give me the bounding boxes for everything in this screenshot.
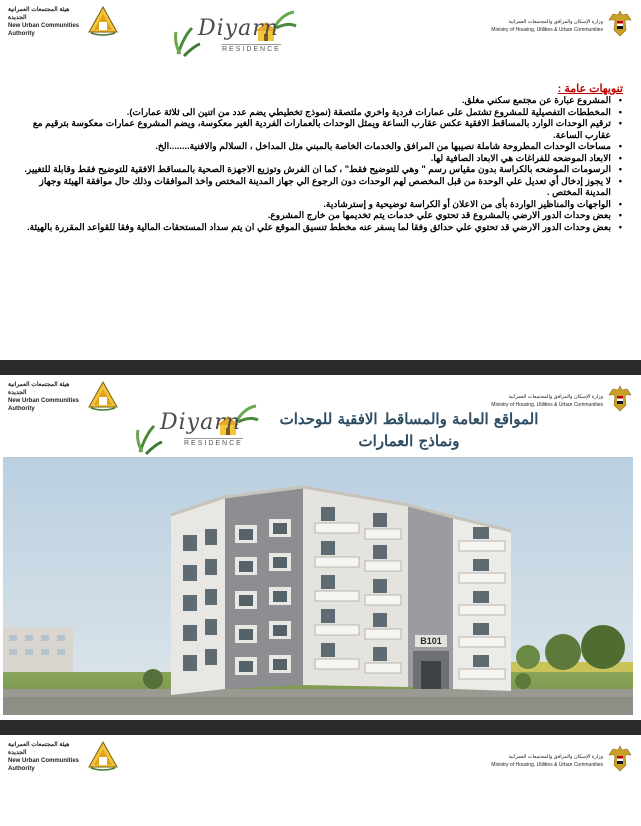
note-item: • المخططات التفصيلية للمشروع تشتمل على عمارات فردية واخري ملتصقة (نموذج تخطيطي يضم عدد من اتنين الى ثلاثة عمارات). <box>23 107 623 119</box>
ministry-text <box>491 753 603 769</box>
page-3 <box>0 735 641 826</box>
building-rendering <box>3 457 633 715</box>
page-1 <box>0 0 641 360</box>
title-line-2: ونماذج العمارات <box>358 432 460 450</box>
nuca-header <box>8 6 118 44</box>
ministry-en: Ministry of Housing, Utilities & Urban Communities <box>491 762 603 768</box>
authority-ar: هيئة المجتمعات العمرانية الجديدة <box>8 742 70 756</box>
page-2 <box>0 375 641 720</box>
note-item: • بعض وحدات الدور الارضي قد تحتوي علي حدائق وفقا لما يسفر عنه مخطط تنسيق الموقع علي ان يتم سداد المستحقات المالية وفقا للقواعد المقررة بالهيئة. <box>23 222 623 234</box>
ministry-ar: وزارة الإسكان والمرافق والمجتمعات العمرانية <box>508 394 603 400</box>
authority-en-2: Authority <box>8 31 35 37</box>
authority-text <box>8 741 82 773</box>
building-rendering-image <box>3 457 633 715</box>
nuca-logo-icon <box>88 6 118 36</box>
nuca-header <box>8 381 118 419</box>
note-item: • مساحات الوحدات المطروحة شاملة نصيبها من المرافق والخدمات الخاصة بالمبني مثل المداخل ، السلالم والافنية........الخ. <box>23 141 623 153</box>
note-item: • المشروع عبارة عن مجتمع سكني مغلق. <box>23 95 623 107</box>
note-item: • الواجهات والمناظير الواردة بأى من الاعلان أو الكراسة توضيحية و إسترشادية. <box>23 199 623 211</box>
ministry-ar: وزارة الإسكان والمرافق والمجتمعات العمرانية <box>508 754 603 760</box>
note-item: • بعض وحدات الدور الارضي بالمشروع قد تحتوي علي خدمات يتم تخديمها من خارج المشروع. <box>23 210 623 222</box>
logo-word: Diyarn <box>198 16 279 41</box>
note-item: • الرسومات الموضحه بالكراسة بدون مقياس رسم " وهي للتوضيح فقط" ، كما ان الفرش وتوزيع الاجهزة الصحية بالمساقط الافقية للتوضيح فقط وقابلة للتغيير. <box>23 164 623 176</box>
diyarn-logo <box>132 400 262 460</box>
ministry-text <box>491 18 603 34</box>
authority-ar: هيئة المجتمعات العمرانية الجديدة <box>8 382 70 396</box>
authority-en-2: Authority <box>8 406 35 412</box>
authority-en-1: New Urban Communities <box>8 758 80 764</box>
logo-sub: RESIDENCE <box>184 440 243 447</box>
ministry-header <box>483 8 633 40</box>
title-line-1: المواقع العامة والمساقط الافقية للوحدات <box>279 410 539 428</box>
note-item: • الابعاد الموضحه للفراغات هي الابعاد الصافية لها. <box>23 153 623 165</box>
logo-word: Diyarn <box>160 410 241 435</box>
ministry-text <box>491 393 603 409</box>
egypt-eagle-icon <box>607 743 633 775</box>
ministry-en: Ministry of Housing, Utilities & Urban Communities <box>491 402 603 408</box>
page-2-title <box>259 408 559 452</box>
diyarn-logo <box>170 6 300 62</box>
logo-sub: RESIDENCE <box>222 46 281 53</box>
authority-ar: هيئة المجتمعات العمرانية الجديدة <box>8 7 70 21</box>
egypt-eagle-icon <box>607 8 633 40</box>
authority-en-1: New Urban Communities <box>8 398 80 404</box>
nuca-logo-icon <box>88 381 118 411</box>
notes-title: تنويهات عامة : <box>557 83 623 95</box>
authority-en-2: Authority <box>8 766 35 772</box>
building-label: B101 <box>420 636 442 646</box>
ministry-header <box>483 743 633 775</box>
ministry-en: Ministry of Housing, Utilities & Urban Communities <box>491 27 603 33</box>
authority-text <box>8 381 82 413</box>
egypt-eagle-icon <box>607 383 633 415</box>
notes-list <box>23 95 623 233</box>
note-item: • ترقيم الوحدات الوارد بالمساقط الافقية عكس عقارب الساعة ويمثل الوحدات بالعمارات الفردية الغير معكوسة، ويضم المشروع عمارات معكوسة بترقيم مع عقارب الساعة. <box>23 118 623 141</box>
nuca-logo-icon <box>88 741 118 771</box>
authority-text <box>8 6 82 38</box>
ministry-ar: وزارة الإسكان والمرافق والمجتمعات العمرانية <box>508 19 603 25</box>
authority-en-1: New Urban Communities <box>8 23 80 29</box>
note-item: • لا يجوز إدخال أي تعديل علي الوحدة من قبل المخصص لهم الوحدات دون الرجوع الي جهاز المدينة المختص واخذ الموافقات وذلك حال موافقة الهيئة وجهاز المدينة المختص . <box>23 176 623 199</box>
nuca-header <box>8 741 118 779</box>
